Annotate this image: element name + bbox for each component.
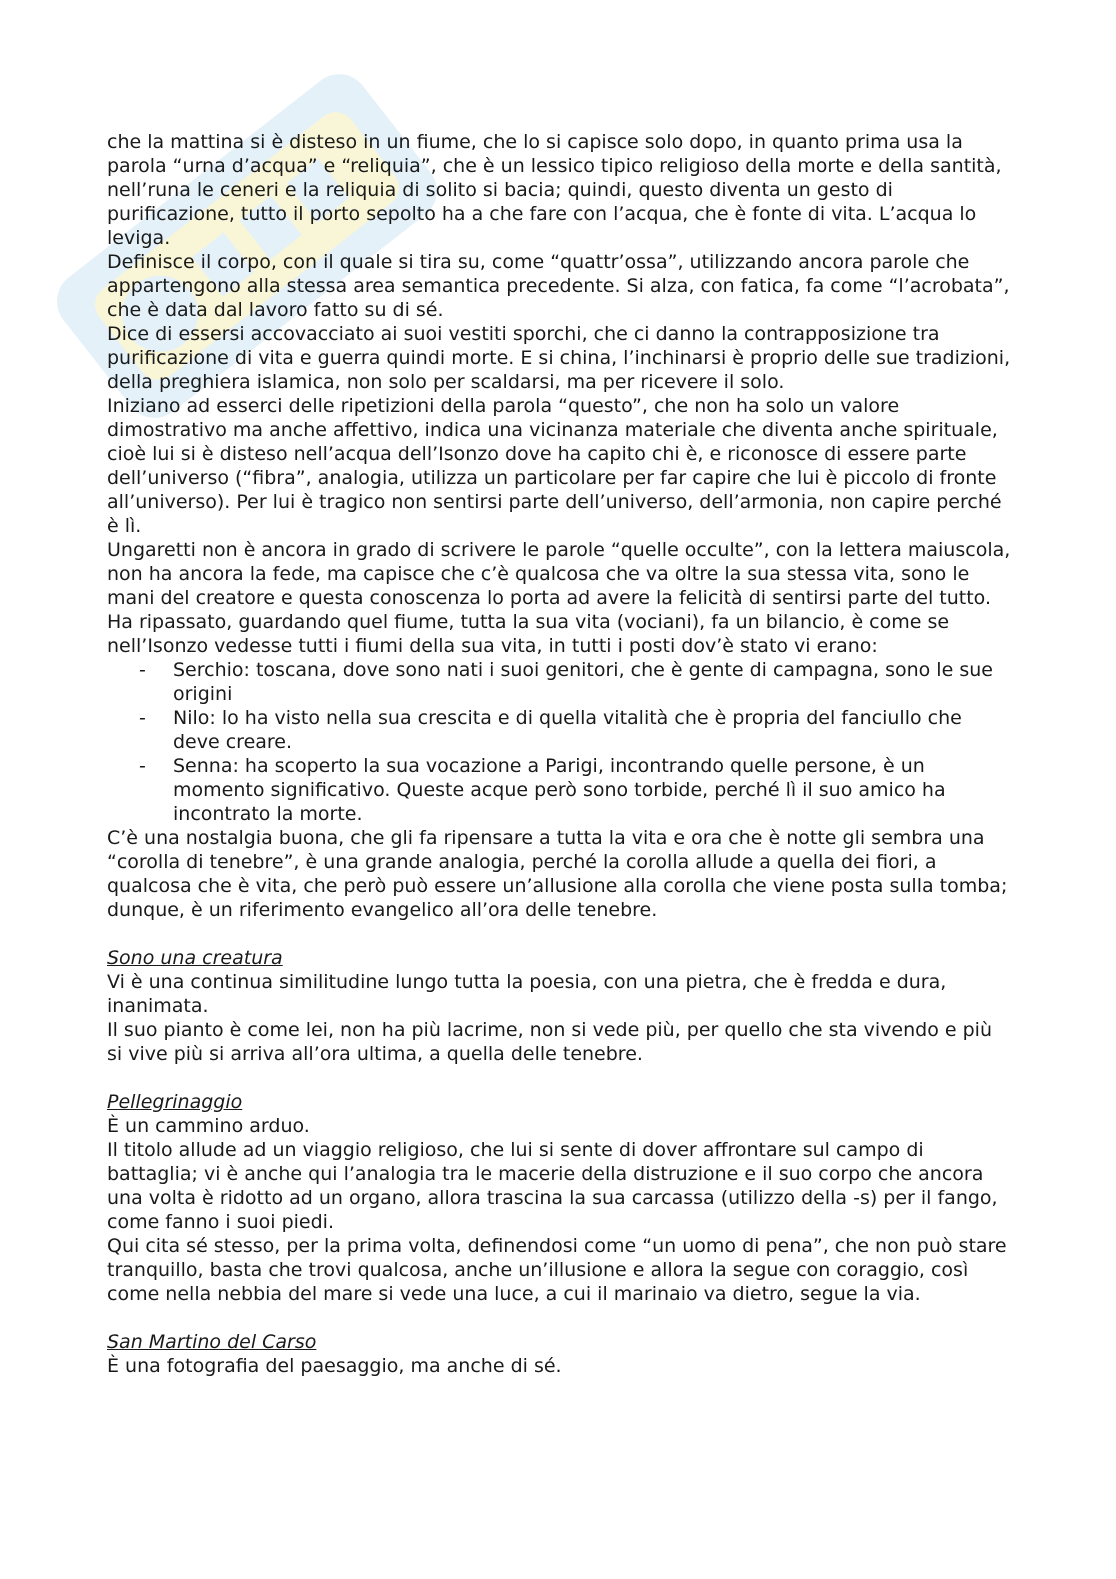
- paragraph: Vi è una continua similitudine lungo tutta la poesia, con una pietra, che è fredda e dura, inanimata.: [107, 971, 947, 1017]
- bullet-dash: -: [139, 707, 146, 729]
- bullet-dash: -: [139, 755, 146, 777]
- section-title-pellegrinaggio: Pellegrinaggio: [107, 1091, 243, 1113]
- bullet-dash: -: [139, 659, 146, 681]
- paragraph: Il suo pianto è come lei, non ha più lacrime, non si vede più, per quello che sta vivendo e più si vive più si arriva all’ora ultima, a quella delle tenebre.: [107, 1019, 993, 1065]
- paragraph: Iniziano ad esserci delle ripetizioni della parola “questo”, che non ha solo un valore dimostrativo ma anche affettivo, indica una vicinanza materiale che diventa anche spirituale, cioè lui si è disteso nell’acqua dell’Isonzo dove ha capito chi è, e riconosce di essere parte dell’universo (“fibra”, analogia, utilizza un particolare per far capire che lui è piccolo di fronte all’universo). Per lui è tragico non sentirsi parte dell’universo, dell’armonia, non capire perché è lì.: [107, 395, 1002, 537]
- paragraph: che la mattina si è disteso in un fiume, che lo si capisce solo dopo, in quanto prima usa la parola “urna d’acqua” e “reliquia”, che è un lessico tipico religioso della morte e della santità, nell’runa le ceneri e la reliquia di solito si bacia; quindi, questo diventa un gesto di purificazione, tutto il porto sepolto ha a che fare con l’acqua, che è fonte di vita. L’acqua lo leviga.: [107, 131, 1002, 249]
- list-item: [107, 706, 1012, 754]
- document-page: [107, 130, 1012, 1378]
- paragraph: Dice di essersi accovacciato ai suoi vestiti sporchi, che ci danno la contrapposizione tra purificazione di vita e guerra quindi morte. E si china, l’inchinarsi è proprio delle sue tradizioni, della preghiera islamica, non solo per scaldarsi, ma per ricevere il solo.: [107, 323, 1011, 393]
- paragraph: Qui cita sé stesso, per la prima volta, definendosi come “un uomo di pena”, che non può stare tranquillo, basta che trovi qualcosa, anche un’illusione e allora la segue con coraggio, così come nella nebbia del mare si vede una luce, a cui il marinaio va dietro, segue la via.: [107, 1235, 1007, 1305]
- paragraph: Il titolo allude ad un viaggio religioso, che lui si sente di dover affrontare sul campo di battaglia; vi è anche qui l’analogia tra le macerie della distruzione e il suo corpo che ancora una volta è ridotto ad un organo, allora trascina la sua carcassa (utilizzo della -s) per il fango, come fanno i suoi piedi.: [107, 1139, 998, 1233]
- list-item-text: Serchio: toscana, dove sono nati i suoi genitori, che è gente di campagna, sono le sue origini: [173, 659, 993, 705]
- list-item: [107, 658, 1012, 706]
- rivers-list: [107, 658, 1012, 826]
- list-item: [107, 754, 1012, 826]
- paragraph: È una fotografia del paesaggio, ma anche di sé.: [107, 1355, 562, 1377]
- section-title-sono-una-creatura: Sono una creatura: [107, 947, 283, 969]
- paragraph: Ha ripassato, guardando quel fiume, tutta la sua vita (vociani), fa un bilancio, è come se nell’Isonzo vedesse tutti i fiumi della sua vita, in tutti i posti dov’è stato vi erano:: [107, 611, 950, 657]
- list-item-text: Senna: ha scoperto la sua vocazione a Parigi, incontrando quelle persone, è un momento significativo. Queste acque però sono torbide, perché lì il suo amico ha incontrato la morte.: [173, 755, 946, 825]
- paragraph: Ungaretti non è ancora in grado di scrivere le parole “quelle occulte”, con la lettera maiuscola, non ha ancora la fede, ma capisce che c’è qualcosa che va oltre la sua stessa vita, sono le mani del creatore e questa conoscenza lo porta ad avere la felicità di sentirsi parte del tutto.: [107, 539, 1011, 609]
- paragraph: È un cammino arduo.: [107, 1115, 310, 1137]
- paragraph: Definisce il corpo, con il quale si tira su, come “quattr’ossa”, utilizzando ancora parole che appartengono alla stessa area semantica precedente. Si alza, con fatica, fa come “l’acrobata”, che è data dal lavoro fatto su di sé.: [107, 251, 1010, 321]
- list-item-text: Nilo: lo ha visto nella sua crescita e di quella vitalità che è propria del fanciullo che deve creare.: [173, 707, 962, 753]
- section-title-san-martino-del-carso: San Martino del Carso: [107, 1331, 317, 1353]
- paragraph: C’è una nostalgia buona, che gli fa ripensare a tutta la vita e ora che è notte gli sembra una “corolla di tenebre”, è una grande analogia, perché la corolla allude a quella dei fiori, a qualcosa che è vita, che però può essere un’allusione alla corolla che viene posta sulla tomba; dunque, è un riferimento evangelico all’ora delle tenebre.: [107, 827, 1008, 921]
